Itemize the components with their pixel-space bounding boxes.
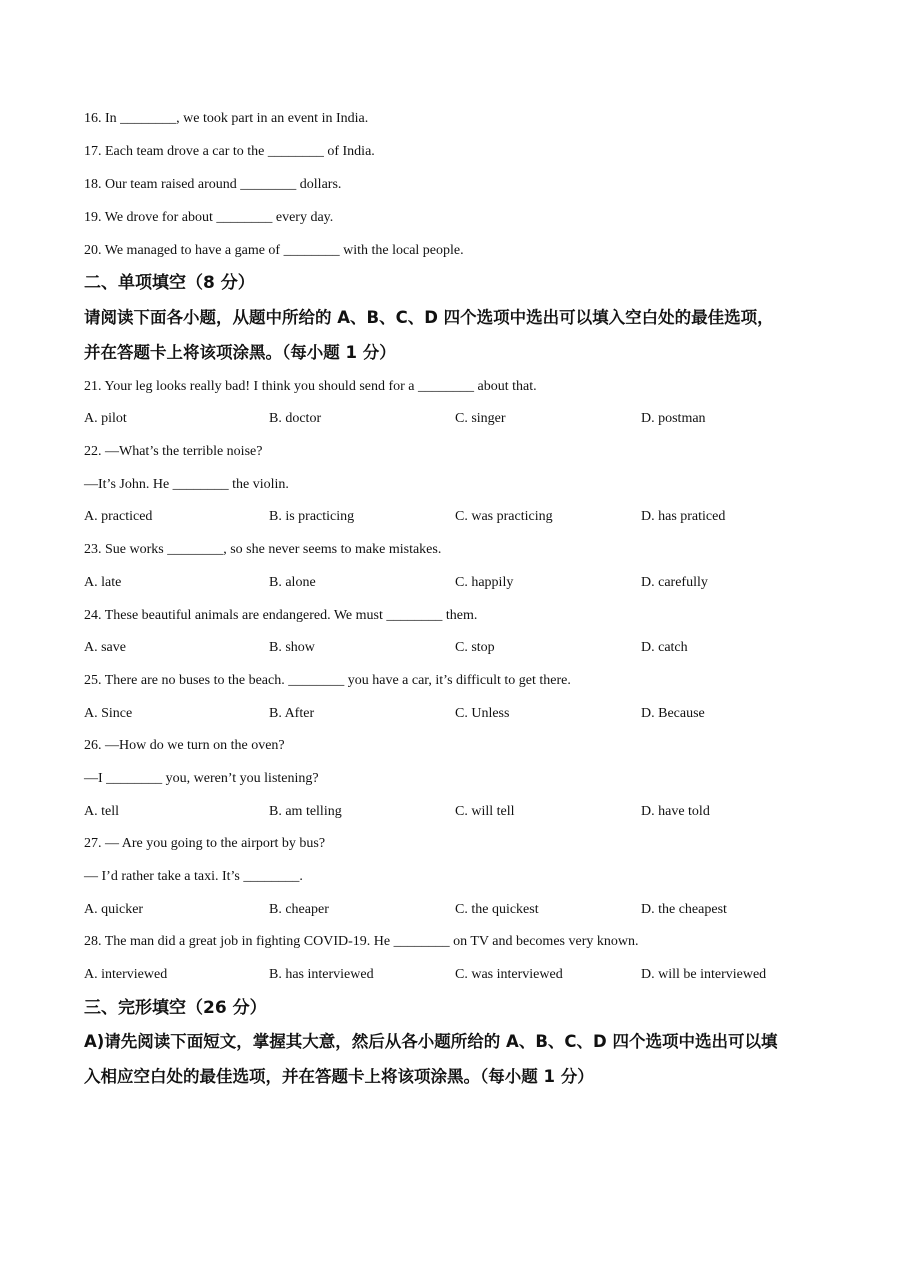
question-22-reply: —It’s John. He ________ the violin. xyxy=(84,477,289,492)
question-26-option-d: D. have told xyxy=(641,804,710,819)
question-28-option-a: A. interviewed xyxy=(84,967,168,982)
section-3-instruction-line-2: 入相应空白处的最佳选项，并在答题卡上将该项涂黑。（每小题 1 分） xyxy=(84,1067,594,1086)
question-24-option-a: A. save xyxy=(84,640,126,655)
question-20: 20. We managed to have a game of ________ with the local people. xyxy=(84,243,464,258)
question-23-option-b: B. alone xyxy=(269,575,316,590)
question-18: 18. Our team raised around ________ dollars. xyxy=(84,177,342,192)
question-28-option-d: D. will be interviewed xyxy=(641,967,767,982)
question-28-option-b: B. has interviewed xyxy=(269,967,374,982)
question-27-option-b: B. cheaper xyxy=(269,902,329,917)
question-26-option-b: B. am telling xyxy=(269,804,342,819)
question-21-option-c: C. singer xyxy=(455,411,506,426)
question-26-reply: —I ________ you, weren’t you listening? xyxy=(84,771,319,786)
question-22-stem: 22. —What’s the terrible noise? xyxy=(84,444,263,459)
section-3-instruction-line-1: A)请先阅读下面短文，掌握其大意，然后从各小题所给的 A、B、C、D 四个选项中选出可以填 xyxy=(84,1032,778,1051)
question-25-option-a: A. Since xyxy=(84,706,133,721)
question-27-option-d: D. the cheapest xyxy=(641,902,727,917)
question-24-option-b: B. show xyxy=(269,640,315,655)
question-25-option-b: B. After xyxy=(269,706,315,721)
question-26-stem: 26. —How do we turn on the oven? xyxy=(84,738,285,753)
question-23-option-d: D. carefully xyxy=(641,575,708,590)
question-27-option-c: C. the quickest xyxy=(455,902,539,917)
question-27-option-a: A. quicker xyxy=(84,902,144,917)
question-26-option-c: C. will tell xyxy=(455,804,515,819)
section-2-heading: 二、单项填空（8 分） xyxy=(84,273,255,293)
question-25-option-c: C. Unless xyxy=(455,706,510,721)
question-16: 16. In ________, we took part in an event in India. xyxy=(84,111,369,126)
question-17: 17. Each team drove a car to the ________ of India. xyxy=(84,144,375,159)
question-25-option-d: D. Because xyxy=(641,706,705,721)
section-2-instruction-line-2: 并在答题卡上将该项涂黑。（每小题 1 分） xyxy=(84,343,396,362)
question-24-option-d: D. catch xyxy=(641,640,688,655)
question-22-option-c: C. was practicing xyxy=(455,509,553,524)
question-23-option-a: A. late xyxy=(84,575,122,590)
question-25-stem: 25. There are no buses to the beach. ________ you have a car, it’s difficult to get there. xyxy=(84,673,571,688)
question-21-option-a: A. pilot xyxy=(84,411,127,426)
question-22-option-d: D. has praticed xyxy=(641,509,726,524)
question-21-option-b: B. doctor xyxy=(269,411,322,426)
section-2-instruction-line-1: 请阅读下面各小题，从题中所给的 A、B、C、D 四个选项中选出可以填入空白处的最佳选项， xyxy=(84,308,774,327)
question-26-option-a: A. tell xyxy=(84,804,119,819)
question-24-option-c: C. stop xyxy=(455,640,495,655)
question-28-stem: 28. The man did a great job in fighting COVID-19. He ________ on TV and becomes very known. xyxy=(84,934,639,949)
question-27-stem: 27. — Are you going to the airport by bus? xyxy=(84,836,326,851)
question-22-option-a: A. practiced xyxy=(84,509,153,524)
question-24-stem: 24. These beautiful animals are endangered. We must ________ them. xyxy=(84,608,478,623)
question-23-stem: 23. Sue works ________, so she never seems to make mistakes. xyxy=(84,542,442,557)
question-22-option-b: B. is practicing xyxy=(269,509,355,524)
section-3-heading: 三、完形填空（26 分） xyxy=(84,998,267,1018)
question-21-option-d: D. postman xyxy=(641,411,706,426)
question-21-stem: 21. Your leg looks really bad! I think you should send for a ________ about that. xyxy=(84,379,537,394)
question-28-option-c: C. was interviewed xyxy=(455,967,563,982)
question-23-option-c: C. happily xyxy=(455,575,514,590)
question-27-reply: — I’d rather take a taxi. It’s ________. xyxy=(84,869,303,884)
question-19: 19. We drove for about ________ every day. xyxy=(84,210,334,225)
